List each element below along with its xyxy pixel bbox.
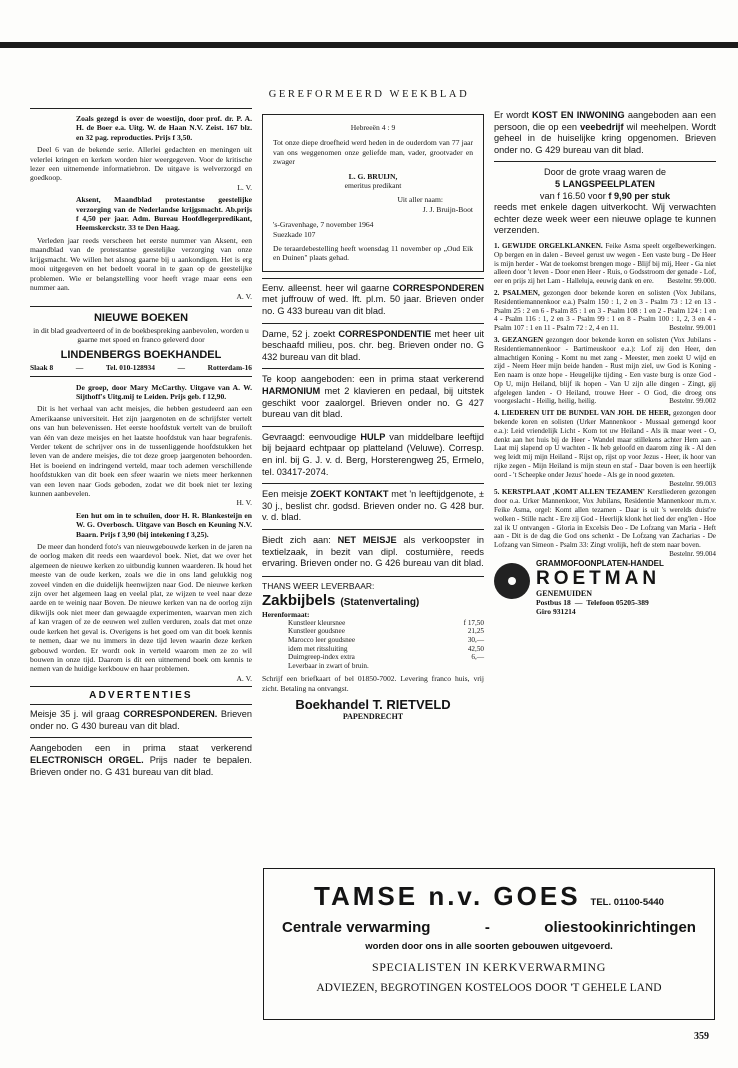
roetman-phone: Telefoon 05205-389 xyxy=(586,597,649,607)
classified-ad: Gevraagd: eenvoudige HULP van middelbare leeftijd bij bejaard echtpaar op platteland (Veluwe). Corresp. en inl. bij G. J. v. d. Berg, Horsterengweg 25, Ermelo, tel. 03417-2074. xyxy=(262,431,484,477)
death-address: Suezkade 107 xyxy=(273,229,316,239)
record-item: 2. PSALMEN, gezongen door bekende koren en solisten (Vox Jubilans, Residentiemannenkoor e.a.) Psalm 150 : 1, 2 en 3 - Psalm 73 : 12 en 13 - Psalm 25 : 2 en 6 - Psalm 85 : 1 en 3 - Psalm 108 : 1 en 2 - Psalm 124 : 1 en 4 - Psalm 116 : 1, 2 en 3 - Psalm 99 : 1 en 8 - Psalm 100 : 1, 2, 3 en 4 - Psalm 107 : 1 en 11 - Psalm 72 : 2, 4 en 11. Bestelnr. 99.001 xyxy=(494,288,716,333)
shop-phone: Tel. 010-128934 xyxy=(105,362,155,372)
review-signature: L. V. xyxy=(237,182,252,192)
tamse-ad xyxy=(263,868,715,1020)
zakbijbels-title: Zakbijbels xyxy=(262,591,336,609)
section-heading-advertenties: ADVERTENTIES xyxy=(89,690,193,702)
divider xyxy=(30,686,252,687)
review-heading: Een hut om in te schuilen, door H. R. Blankesteijn en W. G. Overbosch. Uitgave van Bosch en Keuning N.V. Baarn. Prijs f 3,90 (bij intekening f 3,25). xyxy=(76,510,252,539)
record-item: 3. GEZANGEN gezongen door bekende koren en solisten (Vox Jubilans - Residentiemannenkoor - Bartimeuskoor e.a.): Lof zij den Heer, den almachtigen Koning - Komt nu met zang - Meester, men zoekt U wijd en zijd - Neem Heer mijn beide handen - Rust mijn ziel, uw God is Koning - Een naam is onze hope - Heugelijke tijding - Een vaste burg is onze God - Op U, mijn Heiland, blijf ik hopen - Van U zijn alle dingen - Zingt, gij afgelegen landen - O Heiland, trouwe Heer - O God, die droeg ons voorgeslacht - Heilig, heilig, heilig. Bestelnr. 99.002 xyxy=(494,335,716,406)
shop-street: Slaak 8 xyxy=(30,362,54,372)
shop-address: Slaak 8 — Tel. 010-128934 — Rotterdam-16 xyxy=(30,362,252,372)
divider xyxy=(262,576,484,577)
review-signature: H. V. xyxy=(236,498,252,508)
zakbijbels-subtitle: (Statenvertaling) xyxy=(340,596,420,608)
classified-ad: Te koop aangeboden: een in prima staat verkerend HARMONIUM met 2 klavieren en pedaal, bij uitstek geschikt voor zaalorgel. Brieven onder no. G 427 bureau van dit blad. xyxy=(262,374,484,420)
record-item: 1. GEWIJDE ORGELKLANKEN. Feike Asma speelt orgelbewerkingen. Op bergen en in dalen - Beveel gerust uw wegen - Een vaste burg - De Heer is mijn herder - Wat de toekomst brengen moge - Blijf bij mij, Heer - Ga niet alleen door 't leven - Door enen Heer - Ruis, o Godsstroom der genade - Lof, eer en prijs zij het Lam - Halleluja, eeuwig dank en ere. Bestelnr. 99.000. xyxy=(494,241,716,286)
column-left xyxy=(30,108,252,778)
lp-line1: Door de grote vraag waren de xyxy=(543,167,667,178)
tamse-phone: TEL. 01100-5440 xyxy=(590,897,664,908)
zakbijbels-ad xyxy=(262,581,484,721)
review-signature: A. V. xyxy=(236,292,252,302)
table-row: idem met ritssluiting 42,50 xyxy=(288,644,484,653)
divider xyxy=(30,108,252,109)
classified-ad: Dame, 52 j. zoekt CORRESPONDENTIE met heer uit beschaafd milieu, pos. chr. beg. Brieven onder no. G 432 bureau van dit blad. xyxy=(262,328,484,362)
roetman-name: ROETMAN xyxy=(536,567,661,589)
shop-name: LINDENBERGS BOEKHANDEL xyxy=(60,348,222,361)
divider xyxy=(494,161,716,162)
divider xyxy=(262,278,484,279)
death-family-lead: Uit aller naam: xyxy=(397,195,443,205)
tamse-service-2: oliestookinrichtingen xyxy=(544,919,696,936)
roetman-city: GENEMUIDEN xyxy=(536,588,593,598)
divider xyxy=(262,368,484,369)
column-middle xyxy=(262,108,484,721)
roetman-giro: Giro 931214 xyxy=(536,606,576,616)
death-name: L. G. BRUIJN, xyxy=(348,171,398,181)
classified-ad: Biedt zich aan: NET MEISJE als verkoopster in textielzaak, in bezit van dipl. costumière, reeds ervaring. Brieven onder no. G 426 bureau van dit blad. xyxy=(262,534,484,569)
tamse-service-1: Centrale verwarming xyxy=(282,919,431,936)
record-item: 4. LIEDEREN UIT DE BUNDEL VAN JOH. DE HEER, gezongen door bekende koren en solisten (Urker Mannenkoor - Mussaal gemengd koor e.a.): Leid vriendelijk Licht - Kom tot uw Heiland - Als ik maar weet - O, denkt aan het huis bij de Heer - Wandel maar stillekens achter Hem aan - Laat mij slapend op U wachten - Ik heb geloofd en daarom zing ik - Al den weg leidt mij mijn Heiland - Rijst op, rijst op voor Jezus - Heer, ik hoor van rijke zegen - Mijn Heiland is mijn steun en staf - Daar boven is een heerlijk oord - 't Scheepke onder Jezus' hoede - Als ge in nood gezeten. Bestelnr. 99.003 xyxy=(494,409,716,488)
order-text: Schrijf een briefkaart of bel 01850-7002. Levering franco huis, vrij zicht. Betaling na ontvangst. xyxy=(262,674,484,693)
review-body: De meer dan honderd foto's van nieuwgebouwde kerken in de jaren na de oorlog maken dit reeds een waardevol boek. Niet, dat we over het algemeen de nieuwe kerken zo uitbundig kunnen waarderen. Ik houd het meeste van de oude kerken, zoals we die in ons land gelukkig nog zoveel vinden en die duidelijk heenwijzen naar God. De nieuwe kerken zijn over het algemeen laag en veelal plat, ze wijzen te veel naar deze aarde en te weinig naar Boven. De nieuwe kerken van na de oorlog zijn dikwijls ook niet meer dan gewaagde experimenten, waarvan men zich af kan vragen of ze de eeuwen wel zullen verduren, zoals dat met onze oude kerken het geval is. Overigens is het goed om van dit boek kennis te nemen, daar we nu immers in deze tijd leven waarin deze kerken gebouwd worden. Er wordt ook in verteld waarom men ze zo wil bouwen in onze tijd. Daarom is dit een uitnemend boek om kennis te nemen van de huidige kerkbouw en haar problemen. xyxy=(30,542,252,674)
table-row: Duimgreep-index extra 6,— xyxy=(288,653,484,662)
roetman-ad: GRAMMOFOONPLATEN-HANDEL ROETMAN GENEMUIDEN Postbus 18 — Telefoon 05205-389 Giro 931214 xyxy=(494,559,716,616)
classified-ad: Aangeboden een in prima staat verkerend ELECTRONISCH ORGEL. Prijs nader te bepalen. Brieven onder no. G 431 bureau van dit blad. xyxy=(30,743,252,777)
tamse-line3: worden door ons in alle soorten gebouwen uitgevoerd. xyxy=(365,941,613,952)
page-header: GEREFORMEERD WEEKBLAD xyxy=(268,89,470,100)
death-verse: Hebreeën 4 : 9 xyxy=(350,123,396,132)
record-item: 5. KERSTPLAAT ‚KOMT ALLEN TEZAMEN' Kerstliederen gezongen door o.a. Urker Mannenkoor, Vox Jubilans, Residentie Mannenkoor m.m.v. Feike Asma, orgel: Komt allen tezamen - Daar is uit 's werelds duist're wolken - Stille nacht - Ere zij God - Heerlijk klonk het lied der eng'len - Hoe zal ik U ontvangen - Gloria in Excelsis Deo - De Lofzang van Maria - Heft aan - Dit is de dag die God ons schenkt - De Lofzang van Zacharias - De Lofzang van Simeon - Psalm 33: Zingt vrolijk, heft de stem naar boven. Bestelnr. 99.004 xyxy=(494,488,716,559)
review-heading: Zoals gezegd is over de woestijn, door prof. dr. P. A. H. de Boer e.a. Uitg. W. de Haan N.V. Zeist. 167 blz. en 32 pag. reproducties. Prijs f 3,50. xyxy=(76,114,252,142)
death-family: J. J. Bruijn-Boot xyxy=(422,204,473,214)
roetman-header: GRAMMOFOONPLATEN-HANDEL xyxy=(536,558,664,568)
lp-line4: reeds met enkele dagen uitverkocht. Wij verwachten echter deze week weer een nieuwe oplage te kunnen verzenden. xyxy=(494,202,716,236)
divider xyxy=(262,426,484,427)
divider xyxy=(30,376,252,377)
page-number: 359 xyxy=(694,1031,709,1042)
review-body: Dit is het verhaal van acht meisjes, die hebben gestudeerd aan een Amerikaanse universiteit. Het zijn jaargenoten en de schrijfster vertelt ons van hun belevenissen. Het eerste hoofdstuk vertelt van de bruiloft van één van deze meisjes en het laatste hoofdstuk van haar begrafenis. Verder tekent de schrijver ons in de tussenliggende hoofdstukken het leven van de andere meisjes, die tot deze groep jaargenoten behoorden. Het is boeiend en indringend verteld, maar toch ademen verschillende hoofdstukken van dit boek een sfeer waarin we niets meer herkennen van een leven naar Gods geboden, zodat we dit boek niet ter lezing kunnen aanbevelen. xyxy=(30,404,252,498)
table-row: Leverbaar in zwart of bruin. xyxy=(288,661,369,670)
divider xyxy=(262,323,484,324)
review-body: Verleden jaar reeds verscheen het eerste nummer van Aksent, een maandblad van de protestantse geestelijke verzorging van onze krijgsmacht. We willen het alsnog gaarne bij u aankondigen. Het is erg mooi uitgegeven en het bedoelt vooral in te gaan op de geestelijke problemen. Wie er belangstelling voor heeft vrage maar eens een nummer aan. xyxy=(30,235,252,292)
table-row: Marocco leer goudsnee 30,— xyxy=(288,635,484,644)
divider xyxy=(30,704,252,705)
review-heading: De groep, door Mary McCarthy. Uitgave van A. W. Sijthoff's Uitg.mij te Leiden. Prijs geb. f 12,90. xyxy=(76,382,252,401)
tamse-dash: - xyxy=(484,919,490,936)
divider xyxy=(262,529,484,530)
tamse-line4: SPECIALISTEN IN KERKVERWARMING xyxy=(372,960,606,974)
top-border xyxy=(0,42,738,48)
classified-ad: Eenv. alleenst. heer wil gaarne CORRESPONDEREN met juffrouw of wed. lft. pl.m. 50 jaar. Brieven onder no. G 433 bureau van dit blad. xyxy=(262,282,484,317)
bible-price-table xyxy=(262,619,484,671)
thans-title: THANS WEER LEVERBAAR: xyxy=(262,580,375,591)
death-place: 's-Gravenhage, 7 november 1964 xyxy=(273,220,374,230)
roetman-postbus: Postbus 18 xyxy=(536,597,571,607)
section-heading: NIEUWE BOEKEN xyxy=(93,311,189,324)
divider xyxy=(262,483,484,484)
death-text: Tot onze diepe droefheid werd heden in de ouderdom van 77 jaar van ons weggenomen onze geliefde man, vader, grootvader en zwager xyxy=(273,138,473,167)
divider xyxy=(30,306,252,307)
table-row: Kunstleer kleursnee f 17,50 xyxy=(288,618,484,627)
review-signature: A. V. xyxy=(236,673,252,683)
review-heading: Aksent, Maandblad protestantse geestelijke verzorging van de Nederlandse krijgsmacht. Ab.prijs f 4,50 per jaar. Adm. Bureau Hoofdlegerpredikant, Heemskerckstr. 33 te Den Haag. xyxy=(76,195,252,233)
tamse-line5: ADVIEZEN, BEGROTINGEN KOSTELOOS DOOR 'T GEHELE LAND xyxy=(316,982,662,994)
rietveld-city: PAPENDRECHT xyxy=(342,712,404,722)
divider xyxy=(30,737,252,738)
death-title: emeritus predikant xyxy=(344,181,402,191)
column-right xyxy=(494,108,716,616)
classified-ad: Een meisje ZOEKT KONTAKT met 'n leeftijdgenote, ± 30 j., beslist chr. godsd. Brieven onder no. G 428 bur. v. d. blad. xyxy=(262,489,484,523)
record-disc-icon xyxy=(494,563,530,599)
table-row: Kunstleer goudsnee 21,25 xyxy=(288,627,484,636)
death-notice xyxy=(262,114,484,272)
lp-line2: 5 LANGSPEELPLATEN xyxy=(555,178,655,189)
classified-ad: Meisje 35 j. wil graag CORRESPONDEREN. Brieven onder no. G 430 bureau van dit blad. xyxy=(30,709,252,731)
tamse-name: TAMSE n.v. GOES xyxy=(314,881,581,911)
review-body: Deel 6 van de bekende serie. Allerlei gedachten en meningen uit velerlei kringen en kerken worden hier weergegeven. Voor de kritische lezer een uitnemende informatiebron. De uitgave is welverzorgd en goedkoop. xyxy=(30,145,252,183)
herenformaat-label: Herenformaat: xyxy=(262,609,310,619)
shop-city: Rotterdam-16 xyxy=(207,362,252,372)
lp-line3: van f 16.50 voor f 9,90 per stuk xyxy=(539,190,671,201)
death-funeral: De teraardebestelling heeft woensdag 11 november op „Oud Eik en Duinen" plaats gehad. xyxy=(273,244,473,263)
section-text: in dit blad geadverteerd of in de boekbespreking aanbevolen, worden u gaarne met spoed en franco geleverd door xyxy=(33,325,249,345)
classified-ad: Er wordt KOST EN INWONING aangeboden aan een persoon, die op een veebedrijf wil meehelpen. Wordt geheel in de huiselijke kring opgenomen. Brieven onder no. G 429 bureau van dit blad. xyxy=(494,110,716,155)
rietveld-name: Boekhandel T. RIETVELD xyxy=(295,697,451,713)
